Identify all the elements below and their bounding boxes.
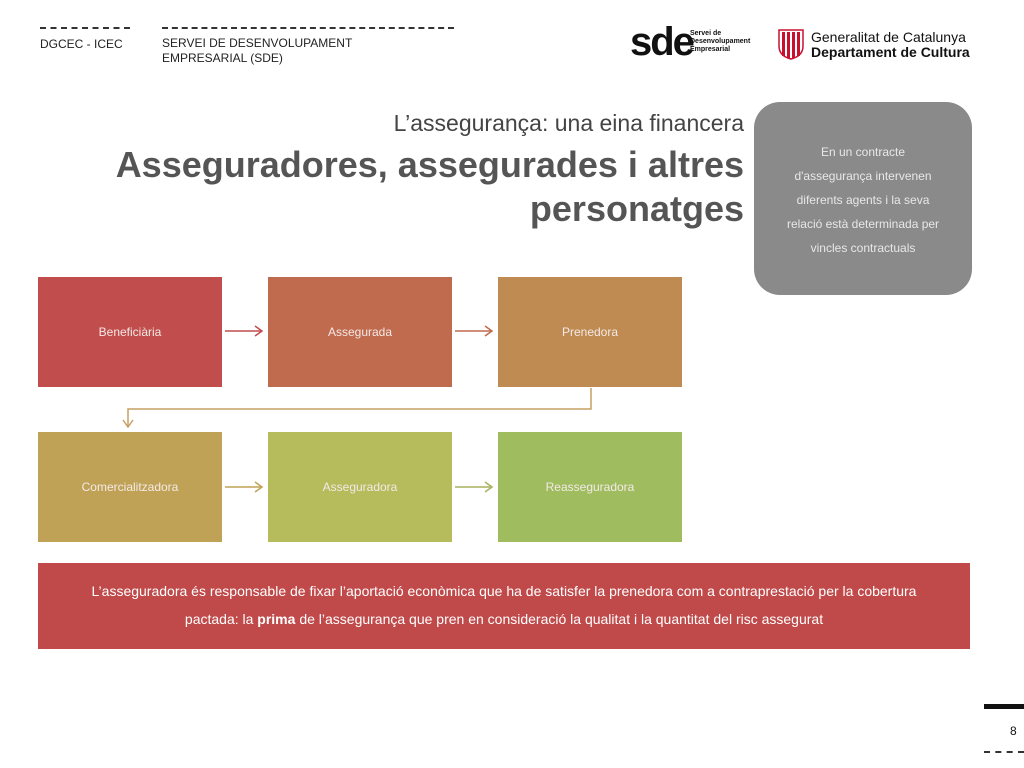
header-org-sde (162, 36, 352, 66)
elbow-arrow-icon (118, 388, 598, 428)
bubble-line: relació està determinada per (786, 217, 940, 231)
page-number-bar (984, 704, 1024, 709)
flow-box-comercialitzadora: Comercialitzadora (38, 432, 222, 542)
note-line2 (48, 605, 960, 633)
sde-logo (630, 20, 760, 66)
header-org-dgcec: DGCEC - ICEC (40, 37, 123, 51)
sde-logo-sub3: Empresarial (690, 46, 731, 53)
arrow-right-icon (455, 480, 495, 494)
header-divider-right (162, 27, 454, 29)
sde-logo-letters: sde (630, 20, 693, 64)
bubble-line: vincles contractuals (810, 241, 916, 255)
slide-title (84, 143, 744, 231)
slide-title-line1: Asseguradores, assegurades i altres (115, 144, 744, 185)
arrow-right-icon (455, 324, 495, 338)
flow-box-reasseguradora: Reasseguradora (498, 432, 682, 542)
flow-box-prenedora: Prenedora (498, 277, 682, 387)
note-term-prima: prima (257, 611, 296, 627)
slide-subtitle: L’assegurança: una eina financera (393, 110, 744, 136)
department-name: Departament de Cultura (811, 44, 970, 60)
sde-logo-sub2: Desenvolupament (690, 38, 751, 45)
note-line1: L’asseguradora és responsable de fixar l’aportació econòmica que ha de satisfer la prenedora com a contraprestació per la cobertura (91, 583, 917, 599)
note-line2-post: de l’assegurança que pren en consideració la qualitat i la quantitat del risc assegurat (299, 611, 824, 627)
bubble-line: diferents agents i la seva (796, 193, 930, 207)
generalitat-logo (777, 28, 997, 62)
header-org-sde-line2: EMPRESARIAL (SDE) (162, 51, 283, 65)
slide-title-line2: personatges (529, 188, 744, 229)
generalitat-emblem-icon (777, 28, 805, 60)
sde-logo-subtitle (690, 30, 770, 54)
generalitat-name: Generalitat de Catalunya (811, 29, 966, 45)
header-divider-left (40, 27, 130, 29)
footer-divider (984, 751, 1024, 753)
arrow-right-icon (225, 480, 265, 494)
note-line2-pre: pactada: la (184, 611, 254, 627)
flow-box-assegurada: Assegurada (268, 277, 452, 387)
bubble-line: d'assegurança intervenen (794, 169, 932, 183)
sde-logo-sub1: Servei de (690, 30, 722, 37)
flow-box-asseguradora: Asseguradora (268, 432, 452, 542)
page-number: 8 (1010, 724, 1017, 738)
header-org-sde-line1: SERVEI DE DESENVOLUPAMENT (162, 36, 353, 50)
note-box (38, 563, 970, 649)
bubble-line: En un contracte (820, 145, 906, 159)
info-bubble (754, 102, 972, 295)
flow-box-beneficiaria: Beneficiària (38, 277, 222, 387)
arrow-right-icon (225, 324, 265, 338)
